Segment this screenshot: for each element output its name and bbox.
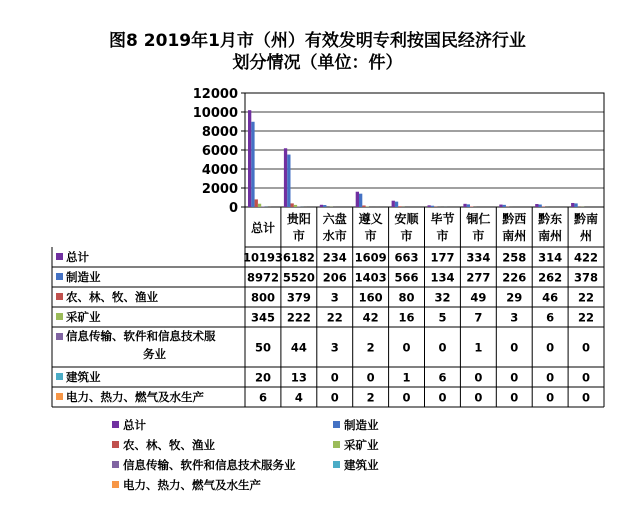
legend-key — [112, 481, 119, 488]
data-label: 0 — [546, 340, 555, 355]
row-label: 农、林、牧、渔业 — [66, 290, 158, 304]
legend-label: 信息传输、软件和信息技术服务业 — [123, 458, 296, 472]
data-label: 663 — [394, 250, 419, 265]
legend-key — [333, 461, 340, 468]
bar — [395, 202, 398, 207]
data-label: 6 — [546, 310, 555, 325]
bar — [287, 155, 290, 207]
bar — [467, 204, 470, 207]
data-label: 0 — [546, 390, 555, 405]
data-label: 160 — [358, 290, 383, 305]
data-label: 46 — [542, 290, 559, 305]
data-label: 566 — [394, 270, 419, 285]
legend-label: 总计 — [123, 418, 146, 432]
row-label: 采矿业 — [66, 310, 101, 324]
y-tick-label: 2000 — [201, 182, 238, 197]
data-label: 2 — [366, 340, 375, 355]
data-label: 422 — [574, 250, 599, 265]
bar — [428, 205, 431, 207]
data-label: 0 — [582, 370, 591, 385]
bar — [362, 205, 365, 207]
data-label: 5 — [438, 310, 447, 325]
data-label: 29 — [506, 290, 523, 305]
data-label: 345 — [250, 310, 275, 325]
row-label: 信息传输、软件和信息技术服 — [66, 329, 216, 343]
bar — [323, 205, 326, 207]
data-label: 7 — [474, 310, 483, 325]
data-label: 262 — [538, 270, 563, 285]
row-label: 制造业 — [66, 270, 101, 284]
x-tick-label: 总计 — [250, 221, 275, 235]
data-label: 4 — [294, 390, 303, 405]
data-label: 1 — [402, 370, 411, 385]
x-tick-label: 南州 — [502, 229, 527, 243]
data-label: 22 — [326, 310, 343, 325]
y-tick-label: 8000 — [201, 125, 238, 140]
data-label: 1403 — [354, 270, 387, 285]
legend-label: 建筑业 — [344, 458, 379, 472]
series-key — [56, 253, 63, 260]
legend-label: 制造业 — [344, 418, 379, 432]
data-label: 800 — [250, 290, 275, 305]
bar — [356, 192, 359, 207]
bar — [571, 203, 574, 207]
data-label: 226 — [502, 270, 527, 285]
bar — [398, 206, 401, 207]
x-tick-label: 州 — [580, 229, 593, 243]
data-label: 277 — [466, 270, 491, 285]
legend-key — [112, 421, 119, 428]
bar — [503, 205, 506, 207]
legend-label: 采矿业 — [344, 438, 379, 452]
data-label: 3 — [330, 290, 339, 305]
bar — [320, 205, 323, 207]
data-label: 10193 — [242, 250, 283, 265]
x-tick-label: 黔南 — [574, 212, 599, 226]
x-tick-label: 遵义 — [358, 212, 383, 226]
x-tick-label: 铜仁 — [466, 212, 491, 226]
bar — [539, 205, 542, 207]
data-label: 80 — [398, 290, 415, 305]
bar — [291, 203, 294, 207]
row-label: 总计 — [66, 250, 89, 264]
data-label: 22 — [578, 290, 595, 305]
y-tick-label: 10000 — [192, 106, 238, 121]
x-tick-label: 安顺 — [394, 212, 419, 226]
x-tick-label: 黔东 — [538, 212, 563, 226]
y-tick-label: 4000 — [201, 163, 238, 178]
data-label: 314 — [538, 250, 563, 265]
x-tick-label: 市 — [472, 229, 485, 243]
data-label: 50 — [254, 340, 271, 355]
data-label: 44 — [290, 340, 307, 355]
data-label: 1 — [474, 340, 483, 355]
row-label: 务业 — [143, 347, 166, 361]
data-label: 0 — [510, 370, 519, 385]
bar — [463, 204, 466, 207]
bar — [284, 148, 287, 207]
data-label: 234 — [322, 250, 347, 265]
x-tick-label: 市 — [436, 229, 449, 243]
bar — [251, 122, 254, 207]
data-label: 20 — [254, 370, 271, 385]
data-label: 0 — [474, 370, 483, 385]
data-label: 32 — [434, 290, 451, 305]
series-key — [56, 333, 63, 340]
data-label: 3 — [510, 310, 519, 325]
bar — [258, 204, 261, 207]
x-tick-label: 市 — [292, 229, 305, 243]
data-label: 0 — [546, 370, 555, 385]
x-tick-label: 六盘 — [322, 212, 347, 226]
x-tick-label: 黔西 — [502, 212, 527, 226]
row-label: 建筑业 — [66, 370, 101, 384]
data-label: 0 — [402, 340, 411, 355]
data-label: 16 — [398, 310, 415, 325]
data-label: 206 — [322, 270, 347, 285]
legend-key — [112, 441, 119, 448]
y-tick-label: 6000 — [201, 144, 238, 159]
legend-label: 农、林、牧、渔业 — [123, 438, 215, 452]
y-tick-label: 0 — [228, 201, 238, 216]
data-label: 0 — [510, 390, 519, 405]
x-tick-label: 水市 — [322, 229, 347, 243]
data-label: 2 — [366, 390, 375, 405]
series-key — [56, 293, 63, 300]
bar — [392, 201, 395, 207]
data-label: 0 — [582, 340, 591, 355]
data-label: 177 — [430, 250, 455, 265]
data-label: 8972 — [246, 270, 279, 285]
data-label: 22 — [578, 310, 595, 325]
bar — [431, 206, 434, 207]
data-label: 0 — [366, 370, 375, 385]
data-label: 0 — [330, 390, 339, 405]
data-label: 13 — [290, 370, 307, 385]
series-key — [56, 313, 63, 320]
data-label: 258 — [502, 250, 527, 265]
bar — [359, 194, 362, 207]
row-label: 电力、热力、燃气及水生产 — [66, 390, 204, 404]
chart-title-line1: 图8 2019年1月市（州）有效发明专利按国民经济行业 — [109, 31, 526, 51]
data-label: 0 — [510, 340, 519, 355]
legend-key — [333, 441, 340, 448]
data-label: 6182 — [282, 250, 315, 265]
data-label: 3 — [330, 340, 339, 355]
x-tick-label: 市 — [364, 229, 377, 243]
data-label: 0 — [474, 390, 483, 405]
x-tick-label: 贵阳 — [286, 212, 311, 226]
bar — [535, 204, 538, 207]
bar — [294, 205, 297, 207]
x-tick-label: 毕节 — [430, 212, 455, 226]
data-label: 378 — [574, 270, 599, 285]
data-label: 222 — [286, 310, 311, 325]
data-label: 5520 — [282, 270, 315, 285]
data-label: 334 — [466, 250, 491, 265]
chart-title-line2: 划分情况（单位：件） — [232, 53, 403, 73]
data-label: 42 — [362, 310, 379, 325]
x-tick-label: 市 — [400, 229, 413, 243]
legend-label: 电力、热力、燃气及水生产 — [123, 478, 261, 492]
legend-key — [333, 421, 340, 428]
series-key — [56, 393, 63, 400]
legend-key — [112, 461, 119, 468]
bar — [499, 205, 502, 207]
data-label: 6 — [438, 370, 447, 385]
data-label: 0 — [438, 340, 447, 355]
bar — [255, 199, 258, 207]
data-label: 0 — [402, 390, 411, 405]
x-tick-label: 南州 — [538, 229, 563, 243]
data-label: 1609 — [354, 250, 387, 265]
data-label: 0 — [582, 390, 591, 405]
data-label: 134 — [430, 270, 455, 285]
data-label: 6 — [258, 390, 267, 405]
series-key — [56, 273, 63, 280]
bar — [574, 203, 577, 207]
data-label: 0 — [330, 370, 339, 385]
series-key — [56, 373, 63, 380]
data-label: 49 — [470, 290, 487, 305]
data-label: 0 — [438, 390, 447, 405]
bar — [248, 110, 251, 207]
y-tick-label: 12000 — [192, 87, 238, 102]
data-label: 379 — [286, 290, 311, 305]
